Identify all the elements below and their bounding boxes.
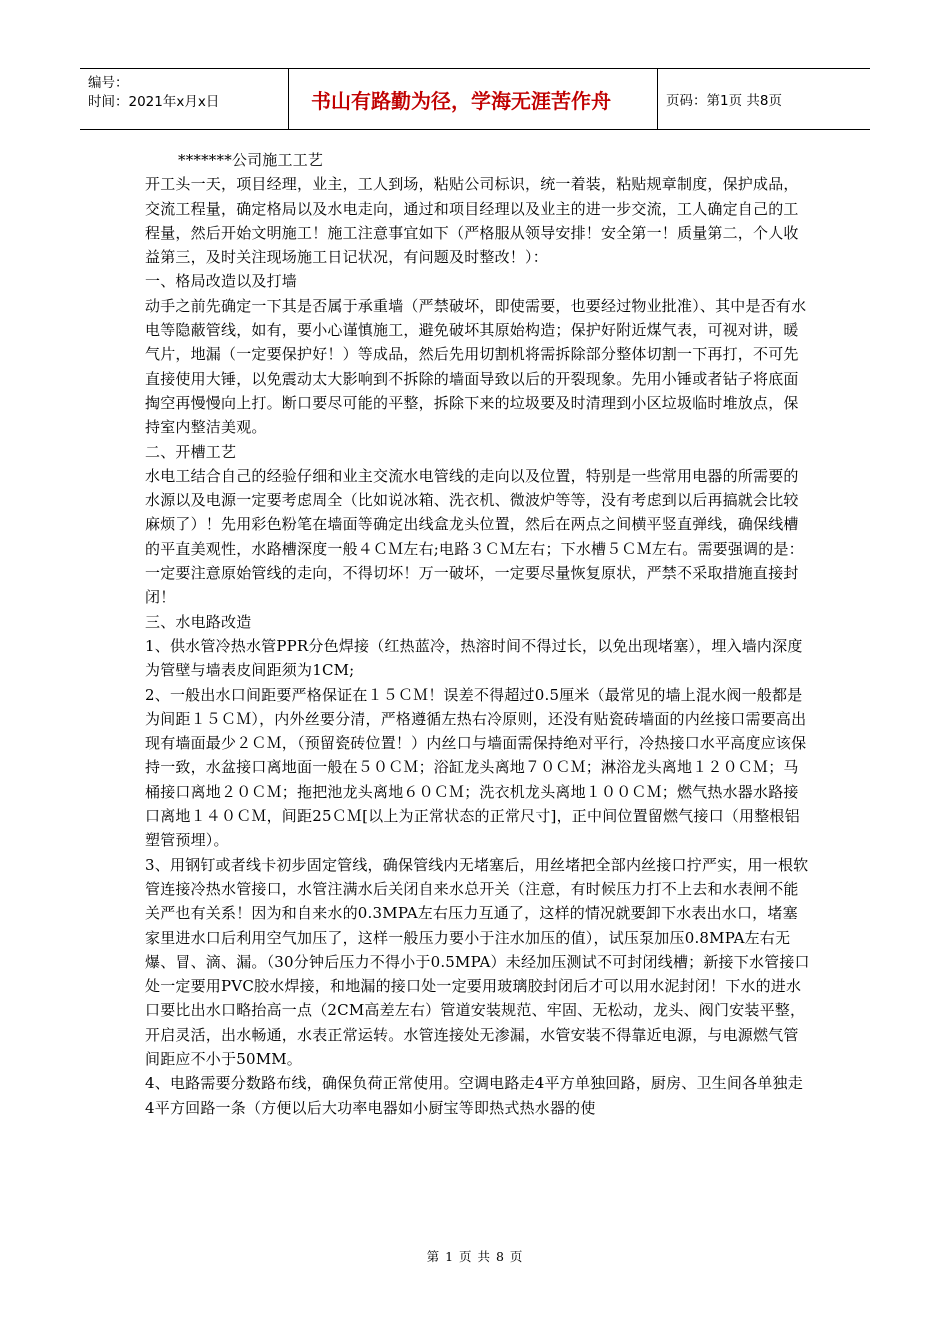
section-heading-3: 三、水电路改造	[145, 612, 252, 631]
document-body	[145, 148, 810, 1120]
paragraph-section-1: 动手之前先确定一下其是否属于承重墙（严禁破坏，即使需要，也要经过物业批准）、其中是否有水电等隐蔽管线，如有，要小心谨慎施工，避免破坏其原始构造；保护好附近煤气表，可视对讲，暖气片，地漏（一定要保护好！）等成品，然后先用切割机将需拆除部分整体切割一下再打，不可先直接使用大锤，以免震动太大影响到不拆除的墙面导致以后的开裂现象。先用小锤或者钻子将底面掏空再慢慢向上打。断口要尽可能的平整，拆除下来的垃圾要及时清理到小区垃圾临时堆放点，保持室内整洁美观。	[145, 296, 807, 437]
page-footer: 第 1 页 共 8 页	[426, 1249, 524, 1264]
header-motto: 书山有路勤为径，学海无涯苦作舟	[288, 69, 658, 129]
document-title: *******公司施工工艺	[178, 151, 324, 169]
section-heading-1: 一、格局改造以及打墙	[145, 272, 298, 291]
paragraph-intro: 开工头一天，项目经理，业主，工人到场，粘贴公司标识，统一着装，粘贴规章制度，保护成品，交流工程量，确定格局以及水电走向，通过和项目经理以及业主的进一步交流，工人确定自己的工程量，然后开始文明施工！施工注意事宜如下（严格服从领导安排！安全第一！质量第二，个人收益第三，及时关注现场施工日记状况，有问题及时整改！）：	[145, 175, 799, 267]
paragraph-section-2: 水电工结合自己的经验仔细和业主交流水电管线的走向以及位置，特别是一些常用电器的所需要的水源以及电源一定要考虑周全（比如说冰箱、洗衣机、微波炉等等，没有考虑到以后再搞就会比较麻烦了）！先用彩色粉笔在墙面等确定出线盒龙头位置，然后在两点之间横平竖直弹线，确保线槽的平直美观性，水路槽深度一般４ＣＭ左右;电路３ＣＭ左右；下水槽５ＣＭ左右。需要强调的是：一定要注意原始管线的走向，不得切坏！万一破坏，一定要尽量恢复原状，严禁不采取措施直接封闭！	[145, 466, 804, 607]
list-item-3: 3、用钢钉或者线卡初步固定管线，确保管线内无堵塞后，用丝堵把全部内丝接口拧严实，用一根软管连接冷热水管接口，水管注满水后关闭自来水总开关（注意，有时候压力打不上去和水表闸不能关严也有关系！因为和自来水的0.3MPA左右压力互通了，这样的情况就要卸下水表出水口，堵塞家里进水口后利用空气加压了，这样一般压力要小于注水加压的值），试压泵加压0.8MPA左右无爆、冒、滴、漏。（30分钟后压力不得小于0.5MPA）未经加压测试不可封闭线槽；新接下水管接口处一定要用PVC胶水焊接，和地漏的接口处一定要用玻璃胶封闭后才可以用水泥封闭！下水的进水口要比出水口略抬高一点（2CM高差左右）管道安装规范、牢固、无松动，龙头、阀门安装平整，开启灵活，出水畅通，水表正常运转。水管连接处无渗漏，水管安装不得靠近电源，与电源燃气管间距应不小于50MM。	[145, 855, 810, 1068]
header-left-cell	[80, 69, 288, 129]
page-header	[80, 68, 870, 130]
document-number-label: 编号：	[88, 75, 129, 91]
header-page-info: 页码：第1页 共8页	[666, 93, 782, 109]
list-item-2: 2、一般出水口间距要严格保证在１５ＣＭ！误差不得超过0.5厘米（最常见的墙上混水阀一般都是为间距１５ＣＭ），内外丝要分清，严格遵循左热右冷原则，还没有贴瓷砖墙面的内丝接口需要高出现有墙面最少２ＣＭ，（预留瓷砖位置！）内丝口与墙面需保持绝对平行，冷热接口水平高度应该保持一致，水盆接口离地面一般在５０ＣＭ；浴缸龙头离地７０ＣＭ；淋浴龙头离地１２０ＣＭ；马桶接口离地２０ＣＭ；拖把池龙头离地６０ＣＭ；洗衣机龙头离地１００ＣＭ；燃气热水器水路接口离地１４０ＣＭ，间距25ＣＭ[以上为正常状态的正常尺寸]，正中间位置留燃气接口（用整根铝塑管预埋）。	[145, 685, 807, 850]
list-item-1: 1、供水管冷热水管PPR分色焊接（红热蓝冷，热溶时间不得过长，以免出现堵塞），埋入墙内深度为管壁与墙表皮间距须为1CM;	[145, 636, 803, 680]
document-date: 时间：2021年x月x日	[88, 94, 220, 110]
section-heading-2: 二、开槽工艺	[145, 442, 237, 461]
list-item-4: 4、电路需要分数路布线，确保负荷正常使用。空调电路走4平方单独回路，厨房、卫生间各单独走4平方回路一条（方便以后大功率电器如小厨宝等即热式热水器的使	[145, 1074, 803, 1117]
